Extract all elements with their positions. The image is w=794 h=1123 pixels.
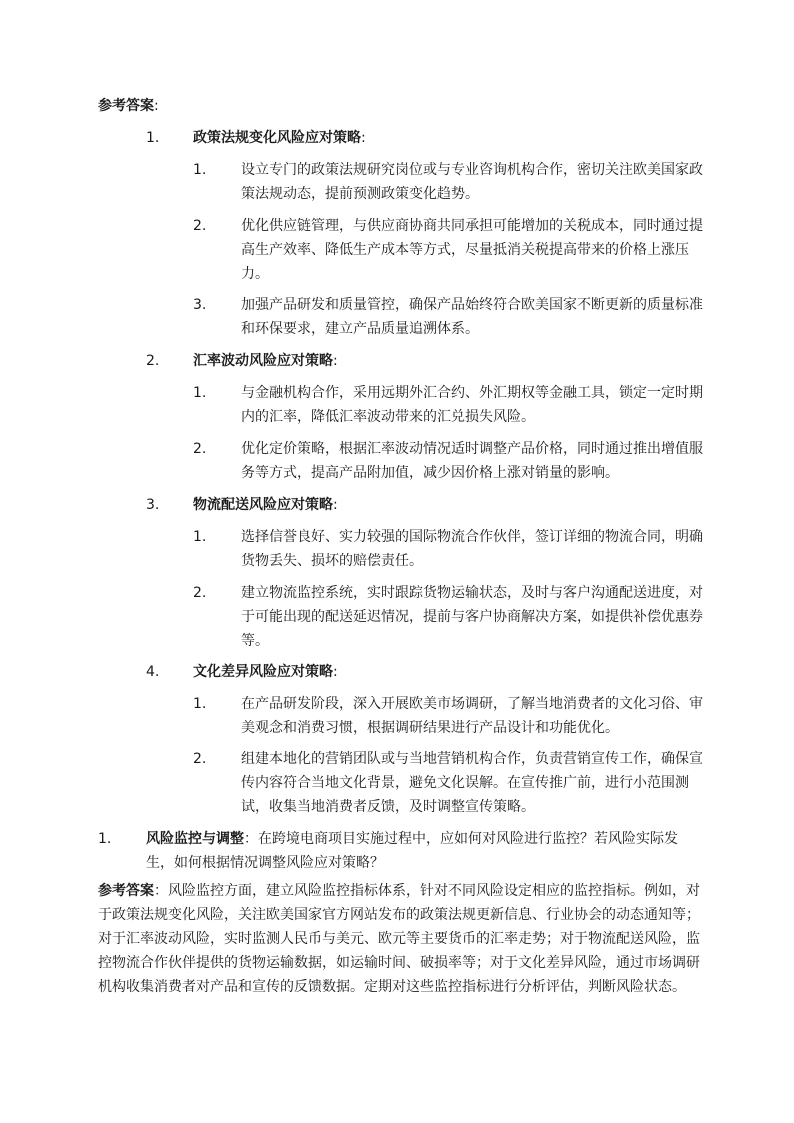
strategy-number: 4.: [146, 664, 160, 680]
question-title: 风险监控与调整: [146, 831, 244, 847]
question-number: 1.: [98, 831, 112, 847]
strategy-colon: :: [333, 497, 338, 513]
item-text: 在产品研发阶段，深入开展欧美市场调研，了解当地消费者的文化习俗、审美观念和消费习惯，根据调研结果进行产品设计和功能优化。: [241, 696, 703, 736]
strategy-number: 1.: [146, 130, 160, 146]
strategy-colon: :: [333, 664, 338, 680]
strategy-title: 汇率波动风险应对策略: [193, 353, 333, 369]
item-number: 1.: [193, 696, 207, 712]
item-text: 优化定价策略，根据汇率波动情况适时调整产品价格，同时通过推出增值服务等方式，提高产品附加值，减少因价格上涨对销量的影响。: [241, 441, 703, 481]
final-answer: [98, 879, 704, 999]
item-text: 组建本地化的营销团队或与当地营销机构合作，负责营销宣传工作，确保宣传内容符合当地文化背景，避免文化误解。在宣传推广前，进行小范围测试，收集当地消费者反馈，及时调整宣传策略。: [241, 751, 703, 815]
item-number: 1.: [193, 385, 207, 401]
item-text: 与金融机构合作，采用远期外汇合约、外汇期权等金融工具，锁定一定时期内的汇率，降低汇率波动带来的汇兑损失风险。: [241, 385, 703, 425]
item-text: 选择信誉良好、实力较强的国际物流合作伙伴，签订详细的物流合同，明确货物丢失、损坏的赔偿责任。: [241, 529, 703, 569]
strategy-number: 2.: [146, 353, 160, 369]
item-number: 2.: [193, 218, 207, 234]
strategy-title: 物流配送风险应对策略: [193, 497, 333, 513]
item-number: 1.: [193, 529, 207, 545]
final-answer-label: 参考答案: [98, 883, 154, 899]
strategy-title: 文化差异风险应对策略: [193, 664, 333, 680]
strategy-colon: :: [361, 130, 366, 146]
item-number: 2.: [193, 585, 207, 601]
item-number: 3.: [193, 297, 207, 313]
item-number: 1.: [193, 162, 207, 178]
strategy-title: 政策法规变化风险应对策略: [193, 130, 361, 146]
answer-label: 参考答案: [98, 98, 154, 114]
answer-colon: :: [154, 98, 159, 114]
answer-label-line: [98, 94, 159, 118]
strategy-number: 3.: [146, 497, 160, 513]
item-text: 加强产品研发和质量管控，确保产品始终符合欧美国家不断更新的质量标准和环保要求，建立产品质量追溯体系。: [241, 297, 703, 337]
strategy-colon: :: [333, 353, 338, 369]
item-text: 优化供应链管理，与供应商协商共同承担可能增加的关税成本，同时通过提高生产效率、降低生产成本等方式，尽量抵消关税提高带来的价格上涨压力。: [241, 218, 703, 282]
item-number: 2.: [193, 441, 207, 457]
item-text: 设立专门的政策法规研究岗位或与专业咨询机构合作，密切关注欧美国家政策法规动态，提前预测政策变化趋势。: [241, 162, 703, 202]
item-number: 2.: [193, 751, 207, 767]
question-text: ：在跨境电商项目实施过程中，应如何对风险进行监控？若风险实际发生，如何根据情况调整风险应对策略？: [146, 831, 678, 871]
final-answer-text: ：风险监控方面，建立风险监控指标体系，针对不同风险设定相应的监控指标。例如，对于政策法规变化风险，关注欧美国家官方网站发布的政策法规更新信息、行业协会的动态通知等；对于汇率波动风险，实时监测人民币与美元、欧元等主要货币的汇率走势；对于物流配送风险，监控物流合作伙伴提供的货物运输数据，如运输时间、破损率等；对于文化差异风险，通过市场调研机构收集消费者对产品和宣传的反馈数据。定期对这些监控指标进行分析评估，判断风险状态。: [98, 883, 700, 995]
item-text: 建立物流监控系统，实时跟踪货物运输状态，及时与客户沟通配送进度，对于可能出现的配送延迟情况，提前与客户协商解决方案，如提供补偿优惠券等。: [241, 585, 703, 649]
